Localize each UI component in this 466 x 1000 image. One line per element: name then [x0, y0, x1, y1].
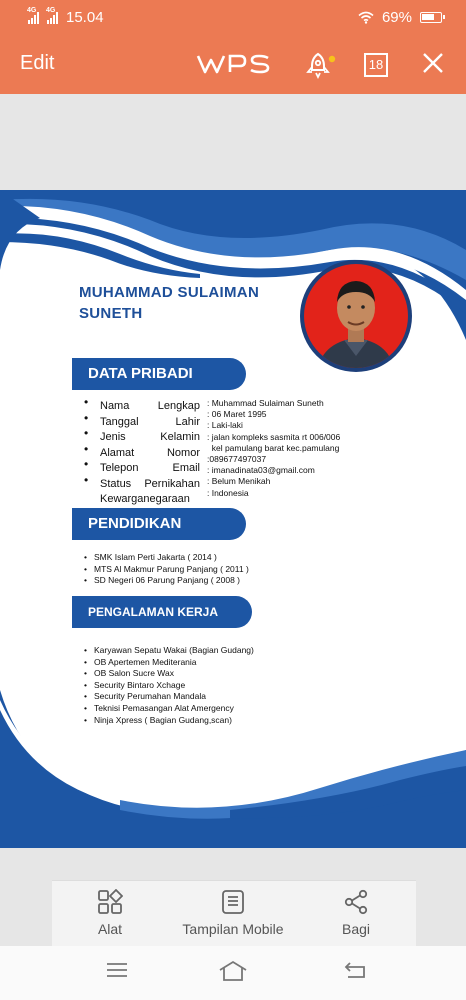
- mobile-view-label: Tampilan Mobile: [182, 921, 284, 937]
- close-icon[interactable]: [422, 52, 444, 74]
- section-work-experience: PENGALAMAN KERJA: [72, 596, 252, 628]
- list-item: • Nama Lengkap: [84, 395, 200, 412]
- personal-data-values: [207, 398, 367, 499]
- value-line: : Laki-laki: [207, 420, 243, 431]
- tools-label: Alat: [97, 921, 123, 937]
- value-line: : jalan kompleks sasmita rt 006/006: [207, 431, 341, 442]
- list-item: • Telepon Email: [84, 457, 200, 474]
- signal-icon-2: 4G: [47, 12, 58, 24]
- wps-logo: [196, 48, 272, 80]
- status-bar: [0, 0, 466, 36]
- list-item: • OB Apertemen Mediterania: [84, 657, 254, 669]
- list-item: • Security Bintaro Xchage: [84, 680, 254, 692]
- battery-percent: 69%: [381, 9, 412, 26]
- list-item: • MTS Al Makmur Parung Panjang ( 2011 ): [84, 564, 249, 576]
- section-personal-data: DATA PRIBADI: [72, 358, 246, 390]
- svg-text:WPS: WPS: [196, 48, 199, 49]
- battery-icon: [420, 12, 442, 23]
- mobile-view-icon: [220, 889, 246, 915]
- work-list: [84, 645, 254, 726]
- list-item: • Karyawan Sepatu Wakai (Bagian Gudang): [84, 645, 254, 657]
- bottom-action-bar: [52, 880, 416, 946]
- rocket-notification-icon[interactable]: [306, 50, 336, 80]
- value-line: : Belum Menikah: [207, 476, 271, 487]
- list-item: • Security Perumahan Mandala: [84, 691, 254, 703]
- list-item: • Alamat Nomor: [84, 441, 200, 459]
- personal-data-labels: [84, 395, 200, 508]
- mobile-view-button[interactable]: [174, 889, 292, 937]
- list-item: • OB Salon Sucre Wax: [84, 668, 254, 680]
- tools-button[interactable]: [80, 889, 140, 937]
- wifi-icon: [358, 11, 374, 24]
- list-item: • SD Negeri 06 Parung Panjang ( 2008 ): [84, 575, 249, 587]
- list-item: • Tanggal Lahir: [84, 410, 200, 428]
- back-icon[interactable]: [344, 960, 368, 980]
- menu-icon[interactable]: [106, 960, 128, 980]
- education-list: [84, 552, 249, 587]
- cv-document-page[interactable]: [0, 190, 466, 848]
- value-line: kel pamulang barat kec.pamulang: [207, 442, 340, 453]
- list-item: • SMK Islam Perti Jakarta ( 2014 ): [84, 552, 249, 564]
- list-item: • Ninja Xpress ( Bagian Gudang,scan): [84, 715, 254, 727]
- list-item: Kewarganegaraan: [100, 493, 190, 505]
- value-line: : Muhammad Sulaiman Suneth: [207, 398, 324, 408]
- share-label: Bagi: [341, 921, 371, 937]
- value-line: : Indonesia: [207, 487, 249, 498]
- tools-icon: [97, 889, 123, 915]
- list-item: • Jenis Kelamin: [84, 426, 200, 443]
- home-icon[interactable]: [218, 960, 248, 982]
- list-item: • Status Pernikahan: [84, 472, 200, 490]
- clock: 15.04: [66, 9, 104, 26]
- signal-icon: 4G: [28, 12, 39, 24]
- value-line: : 06 Maret 1995: [207, 409, 267, 420]
- share-icon: [343, 889, 369, 915]
- section-education: PENDIDIKAN: [72, 508, 246, 540]
- app-toolbar: [0, 36, 466, 94]
- system-navigation-bar: [0, 946, 466, 1000]
- profile-photo: [300, 260, 412, 372]
- value-line: :089677497037: [207, 454, 267, 465]
- value-line: : imanadinata03@gmail.com: [207, 465, 315, 476]
- share-button[interactable]: [328, 889, 384, 937]
- cv-name: MUHAMMAD SULAIMAN SUNETH: [79, 284, 260, 322]
- list-item: • Teknisi Pemasangan Alat Amergency: [84, 703, 254, 715]
- page-count-button[interactable]: 18: [364, 53, 388, 77]
- edit-button[interactable]: Edit: [20, 52, 55, 74]
